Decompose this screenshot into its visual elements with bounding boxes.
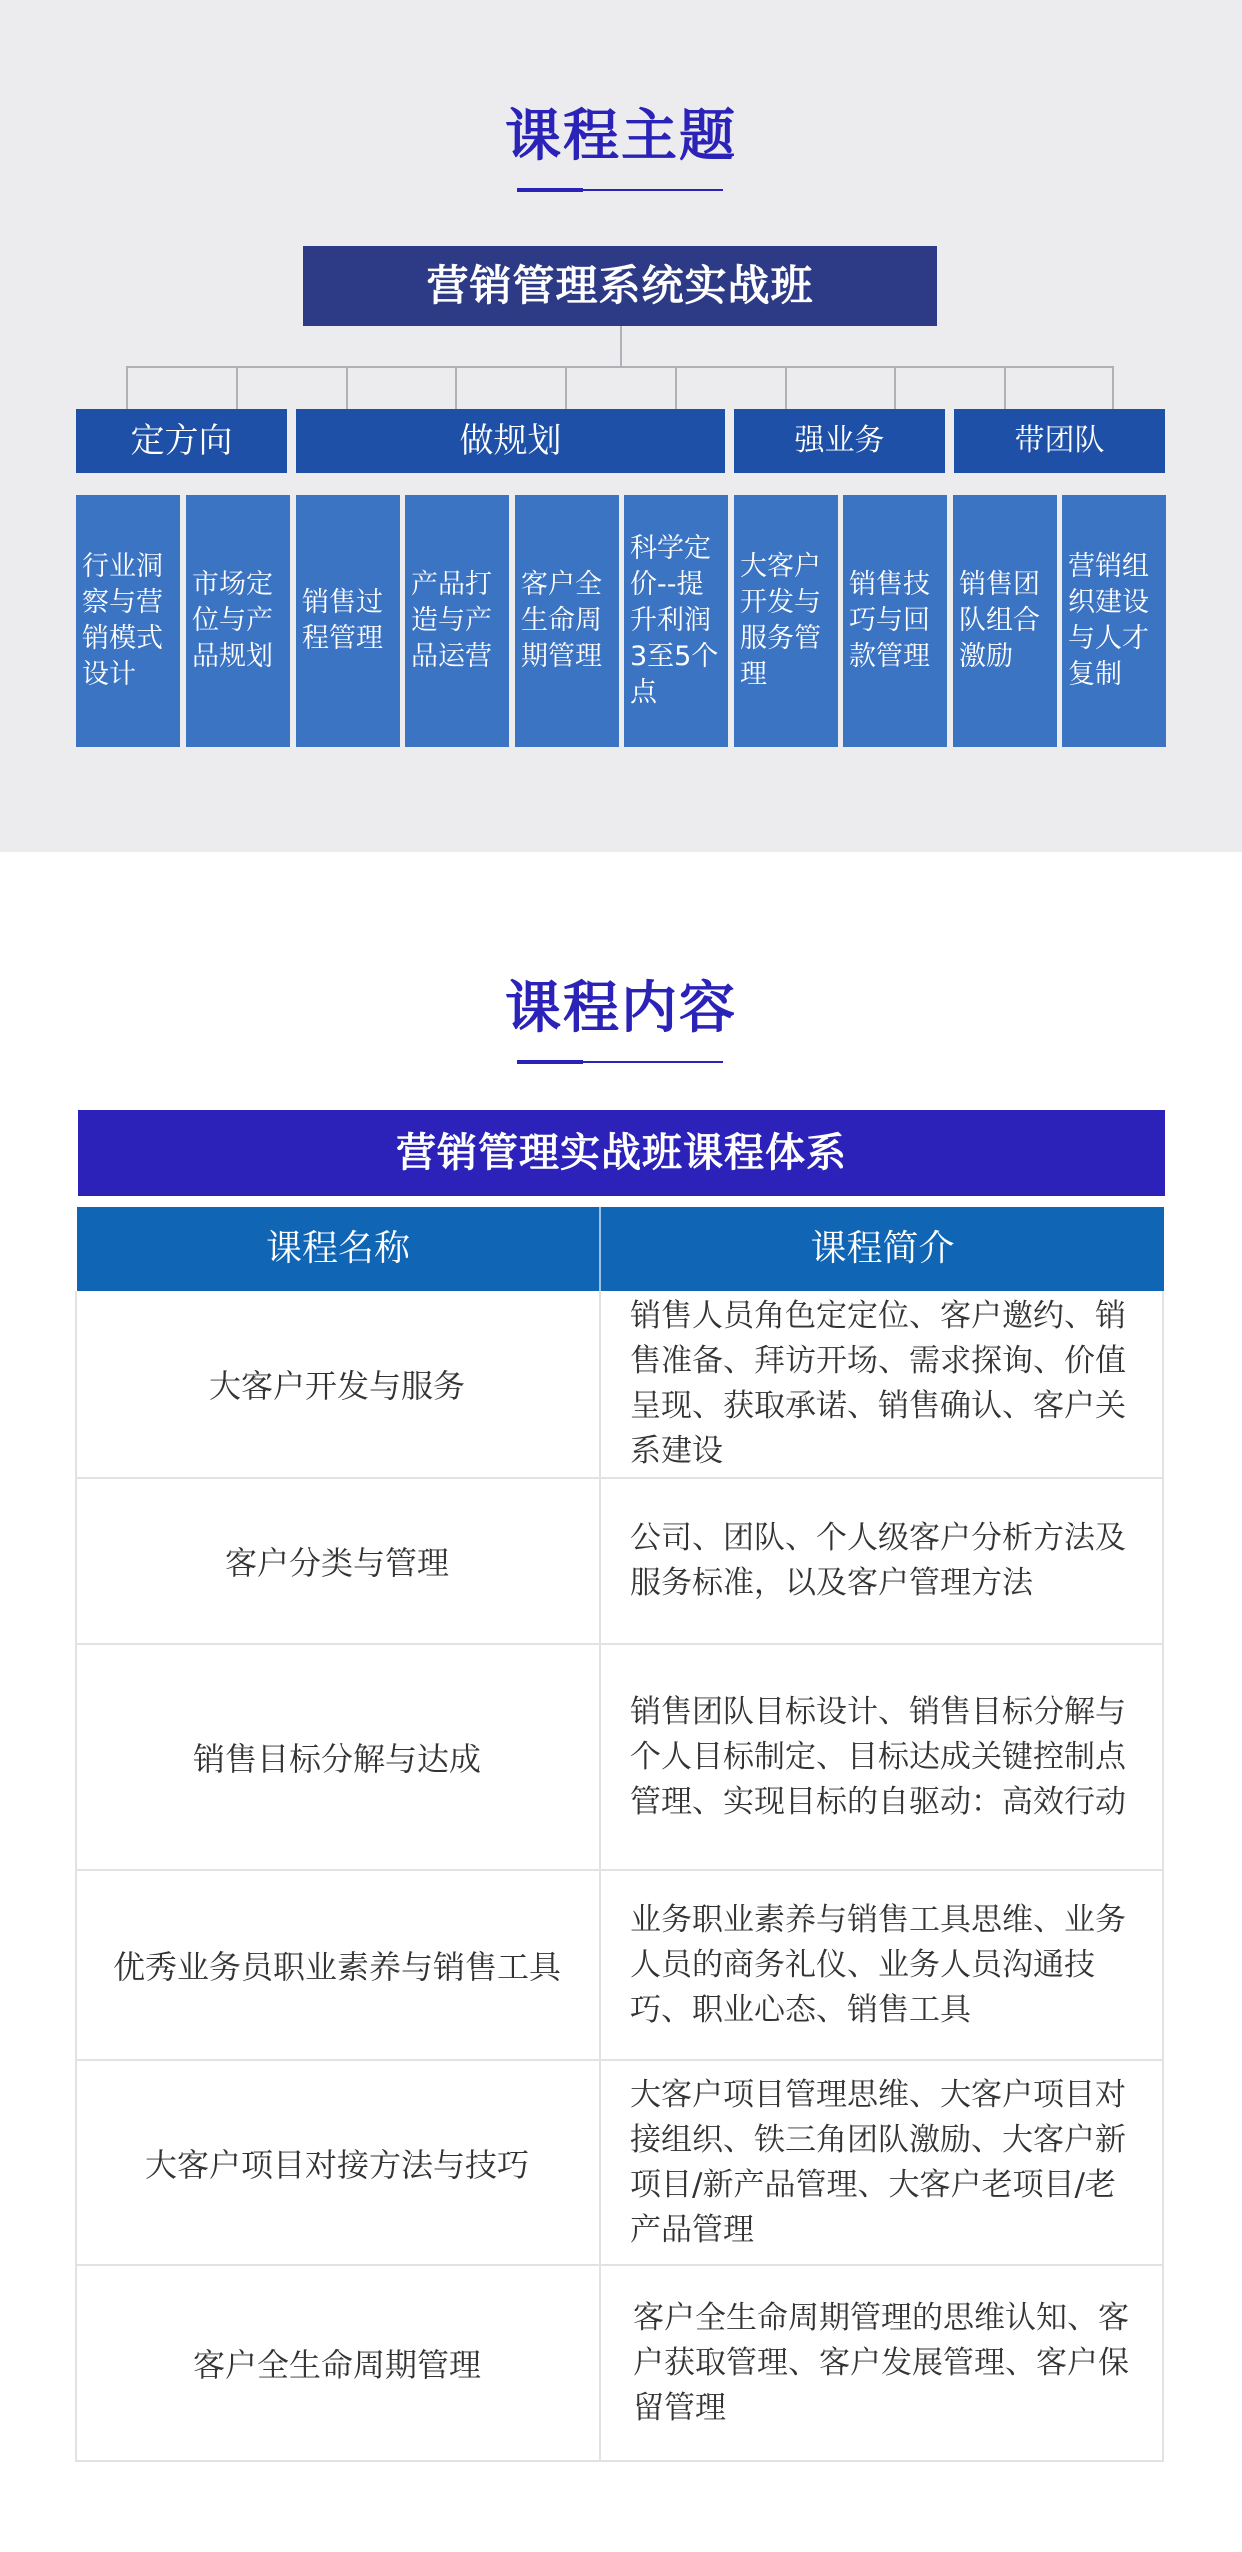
leaf-node: 营销组织建设与人才复制 (1062, 495, 1166, 747)
table-row-name: 大客户开发与服务 (208, 1367, 465, 1405)
header-course-intro: 课程简介 (810, 1228, 955, 1269)
header-course-name: 课程名称 (265, 1228, 410, 1269)
course-theme-section (0, 0, 1242, 852)
leaf-node: 大客户开发与服务管理 (734, 495, 838, 747)
section-title: 课程内容 (505, 976, 737, 1041)
table-row-desc: 大客户项目管理思维、大客户项目对接组织、铁三角团队激励、大客户新项目/新产品管理、大客户老项目/老产品管理 (630, 2076, 1126, 2248)
table-row-name: 客户分类与管理 (224, 1544, 449, 1582)
leaf-node: 行业洞察与营销模式设计 (76, 495, 180, 747)
table-row-name: 销售目标分解与达成 (192, 1740, 481, 1778)
title-underline (517, 188, 723, 194)
org-root-node: 营销管理系统实战班 (303, 246, 937, 326)
category-direction: 定方向 (76, 409, 287, 473)
leaf-node: 产品打造与产品运营 (405, 495, 509, 747)
table-row-desc: 销售人员角色定定位、客户邀约、销售准备、拜访开场、需求探询、价值呈现、获取承诺、销售确认、客户关系建设 (630, 1298, 1126, 1469)
table-header (77, 1207, 1164, 1291)
table-row-desc: 公司、团队、个人级客户分析方法及服务标准，以及客户管理方法 (630, 1520, 1126, 1601)
leaf-node: 销售团队组合激励 (953, 495, 1057, 747)
section-title: 课程主题 (505, 104, 737, 169)
branch-bar (126, 366, 1114, 368)
category-planning: 做规划 (296, 409, 725, 473)
category-team: 带团队 (954, 409, 1165, 473)
leaf-node: 销售技巧与回款管理 (843, 495, 947, 747)
table-row-desc: 客户全生命周期管理的思维认知、客户获取管理、客户发展管理、客户保留管理 (633, 2299, 1129, 2426)
course-table (75, 1291, 1164, 2462)
table-row-name: 大客户项目对接方法与技巧 (144, 2145, 529, 2184)
table-row-name: 优秀业务员职业素养与销售工具 (112, 1948, 561, 1986)
title-underline (517, 1060, 723, 1066)
table-row-desc: 销售团队目标设计、销售目标分解与个人目标制定、目标达成关键控制点管理、实现目标的自驱动：高效行动 (630, 1693, 1126, 1820)
table-banner: 营销管理实战班课程体系 (78, 1110, 1165, 1196)
table-row-name: 客户全生命周期管理 (192, 2346, 481, 2384)
category-business: 强业务 (734, 409, 945, 473)
root-connector (620, 326, 622, 366)
leaf-node: 销售过程管理 (296, 495, 400, 747)
table-row-desc: 业务职业素养与销售工具思维、业务人员的商务礼仪、业务人员沟通技巧、职业心态、销售工具 (630, 1901, 1126, 2028)
leaf-node: 科学定价--提升利润3至5个点 (624, 495, 728, 747)
leaf-node: 客户全生命周期管理 (515, 495, 619, 747)
leaf-node: 市场定位与产品规划 (186, 495, 290, 747)
